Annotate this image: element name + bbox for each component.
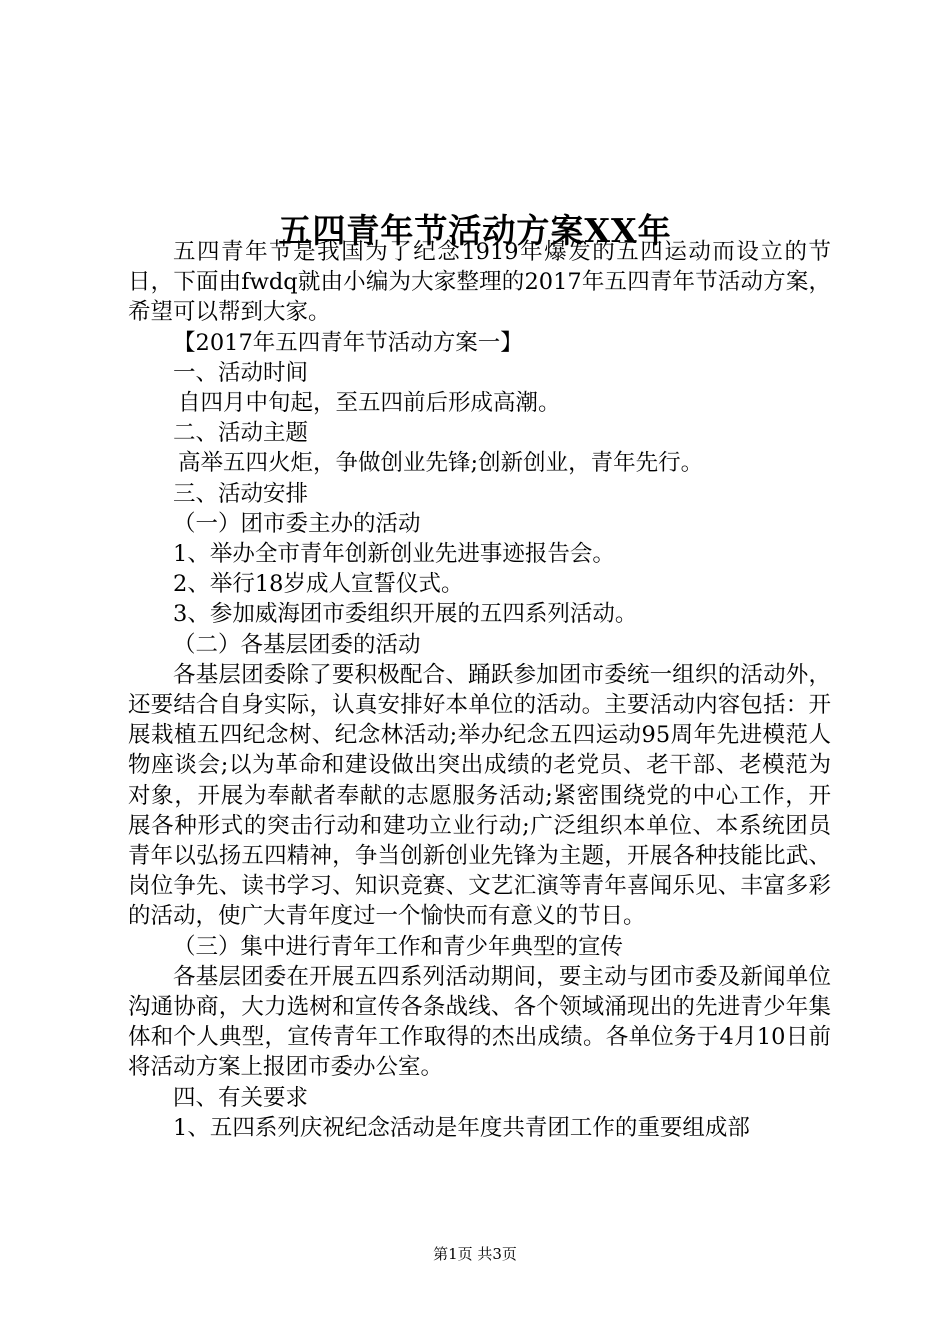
paragraph-activity-time: 自四月中旬起，至五四前后形成高潮。 [178, 390, 561, 417]
paragraph-requirement-1: 1、五四系列庆祝纪念活动是年度共青团工作的重要组成部 [173, 1114, 750, 1141]
heading-activity-time: 一、活动时间 [173, 359, 309, 386]
paragraph-activity-theme: 高举五四火炬，争做创业先锋;创新创业，青年先行。 [178, 450, 704, 477]
document-body [128, 237, 831, 1143]
subheading-grassroots-activities: （二）各基层团委的活动 [173, 631, 421, 658]
section-plan-one-heading: 【2017年五四青年节活动方案一】 [173, 329, 523, 356]
heading-activity-arrangement: 三、活动安排 [173, 480, 309, 507]
heading-activity-theme: 二、活动主题 [173, 420, 309, 447]
document-title: 五四青年节活动方案XX年 [278, 211, 672, 251]
page-footer: 第1页 共3页 [433, 1245, 517, 1263]
subheading-league-committee-activities: （一）团市委主办的活动 [173, 510, 421, 537]
paragraph-grassroots-activities: 各基层团委除了要积极配合、踊跃参加团市委统一组织的活动外，还要结合自身实际，认真安排好本单位的活动。主要活动内容包括：开展栽植五四纪念树、纪念林活动;举办纪念五四运动95周年先进模范人物座谈会;以为革命和建设做出突出成绩的老党员、老干部、老模范为对象，开展为奉献者奉献的志愿服务活动;紧密围绕党的中心工作，开展各种形式的突击行动和建功立业行动;广泛组织本单位、本系统团员青年以弘扬五四精神，争当创新创业先锋为主题，开展各种技能比武、岗位争先、读书学习、知识竞赛、文艺汇演等青年喜闻乐见、丰富多彩的活动，使广大青年度过一个愉快而有意义的节日。 [128, 661, 831, 930]
intro-paragraph: 五四青年节是我国为了纪念1919年爆发的五四运动而设立的节日，下面由fwdq就由小编为大家整理的2017年五四青年节活动方案，希望可以帮到大家。 [128, 239, 831, 326]
subheading-publicity: （三）集中进行青年工作和青少年典型的宣传 [173, 933, 624, 960]
list-item-1: 1、举办全市青年创新创业先进事迹报告会。 [173, 541, 615, 568]
list-item-3: 3、参加威海团市委组织开展的五四系列活动。 [173, 601, 638, 628]
heading-requirements: 四、有关要求 [173, 1084, 309, 1111]
list-item-2: 2、举行18岁成人宣誓仪式。 [173, 571, 464, 598]
paragraph-publicity: 各基层团委在开展五四系列活动期间，要主动与团市委及新闻单位沟通协商，大力选树和宣传各条战线、各个领域涌现出的先进青少年集体和个人典型，宣传青年工作取得的杰出成绩。各单位务于4月10日前将活动方案上报团市委办公室。 [128, 963, 831, 1081]
